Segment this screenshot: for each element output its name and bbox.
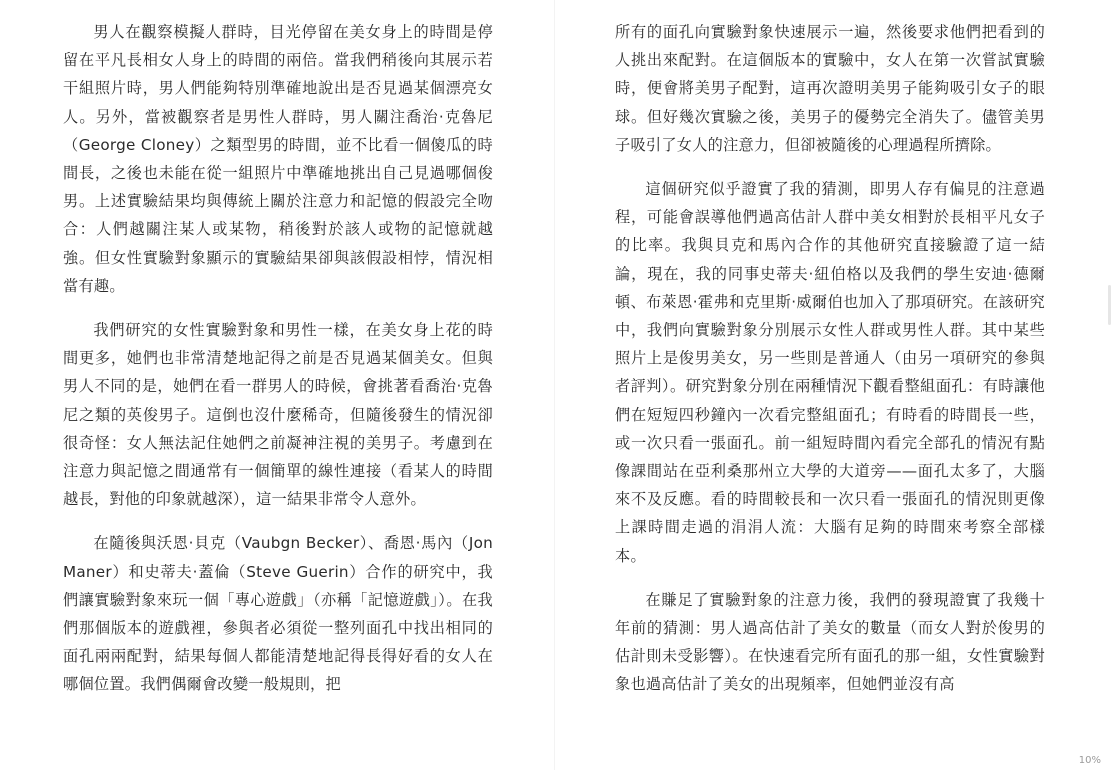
body-paragraph: 在賺足了實驗對象的注意力後，我們的發現證實了我幾十年前的猜測：男人過高估計了美女的數量（而女人對於俊男的估計則未受影響）。在快速看完所有面孔的那一組，女性實驗對象也過高估計了美女的出現頻率，但她們並沒有高 xyxy=(615,590,1045,694)
body-paragraph: 我們研究的女性實驗對象和男性一樣，在美女身上花的時間更多，她們也非常清楚地記得之前是否見過某個美女。但與男人不同的是，她們在看一群男人的時候，會挑著看喬治·克魯尼之類的英俊男子。這倒也沒什麼稀奇，但隨後發生的情況卻很奇怪：女人無法記住她們之前凝神注視的美男子。考慮到在注意力與記憶之間通常有一個簡單的線性連接（看某人的時間越長，對他的印象就越深），這一結果非常令人意外。 xyxy=(63,321,493,509)
body-paragraph: 這個研究似乎證實了我的猜測，即男人存有偏見的注意過程，可能會誤導他們過高估計人群中美女相對於長相平凡女子的比率。我與貝克和馬內合作的其他研究直接驗證了這一結論，現在，我的同事史蒂夫·紐伯格以及我們的學生安迪·德爾頓、布萊恩·霍弗和克里斯·威爾伯也加入了那項研究。在該研究中，我們向實驗對象分別展示女性人群或男性人群。其中某些照片上是俊男美女，另一些則是普通人（由另一項研究的參與者評判）。研究對象分別在兩種情況下觀看整組面孔：有時讓他們在短短四秒鐘內一次看完整組面孔；有時看的時間長一些，或一次只看一張面孔。前一組短時間內看完全部孔的情況有點像課間站在亞利桑那州立大學的大道旁——面孔太多了，大腦來不及反應。看的時間較長和一次只看一張面孔的情況則更像上課時間走過的涓涓人流：大腦有足夠的時間來考察全部樣本。 xyxy=(615,180,1045,565)
right-page xyxy=(615,18,1045,715)
body-paragraph-continued: 所有的面孔向實驗對象快速展示一遍，然後要求他們把看到的人挑出來配對。在這個版本的實驗中，女人在第一次嘗試實驗時，便會將美男子配對，這再次證明美男子能夠吸引女子的眼球。但好幾次實驗之後，美男子的優勢完全消失了。儘管美男子吸引了女人的注意力，但卻被隨後的心理過程所擠除。 xyxy=(615,23,1045,154)
body-paragraph: 在隨後與沃恩·貝克（Vaubgn Becker）、喬恩·馬內（Jon Maner）和史蒂夫·蓋倫（Steve Guerin）合作的研究中，我們讓實驗對象來玩一個「專心遊戲」（亦稱「記憶遊戲」）。在我們那個版本的遊戲裡，參與者必須從一整列面孔中找出相同的面孔兩兩配對，結果每個人都能清楚地記得長得好看的女人在哪個位置。我們偶爾會改變一般規則，把 xyxy=(63,534,493,694)
page-gutter xyxy=(554,0,555,770)
body-paragraph: 男人在觀察模擬人群時，目光停留在美女身上的時間是停留在平凡長相女人身上的時間的兩倍。當我們稍後向其展示若干組照片時，男人們能夠特別準確地說出是否見過某個漂亮女人。另外，當被觀察者是男性人群時，男人關注喬治·克魯尼（George Cloney）之類型男的時間，並不比看一個傻瓜的時間長，之後也未能在從一組照片中準確地挑出自己見過哪個俊男。上述實驗結果均與傳統上關於注意力和記憶的假設完全吻合：人們越關注某人或某物，稍後對於該人或物的記憶就越強。但女性實驗對象顯示的實驗結果卻與該假設相悖，情況相當有趣。 xyxy=(63,23,493,295)
left-page xyxy=(63,18,493,715)
reading-progress-indicator: 10% xyxy=(1078,755,1101,766)
